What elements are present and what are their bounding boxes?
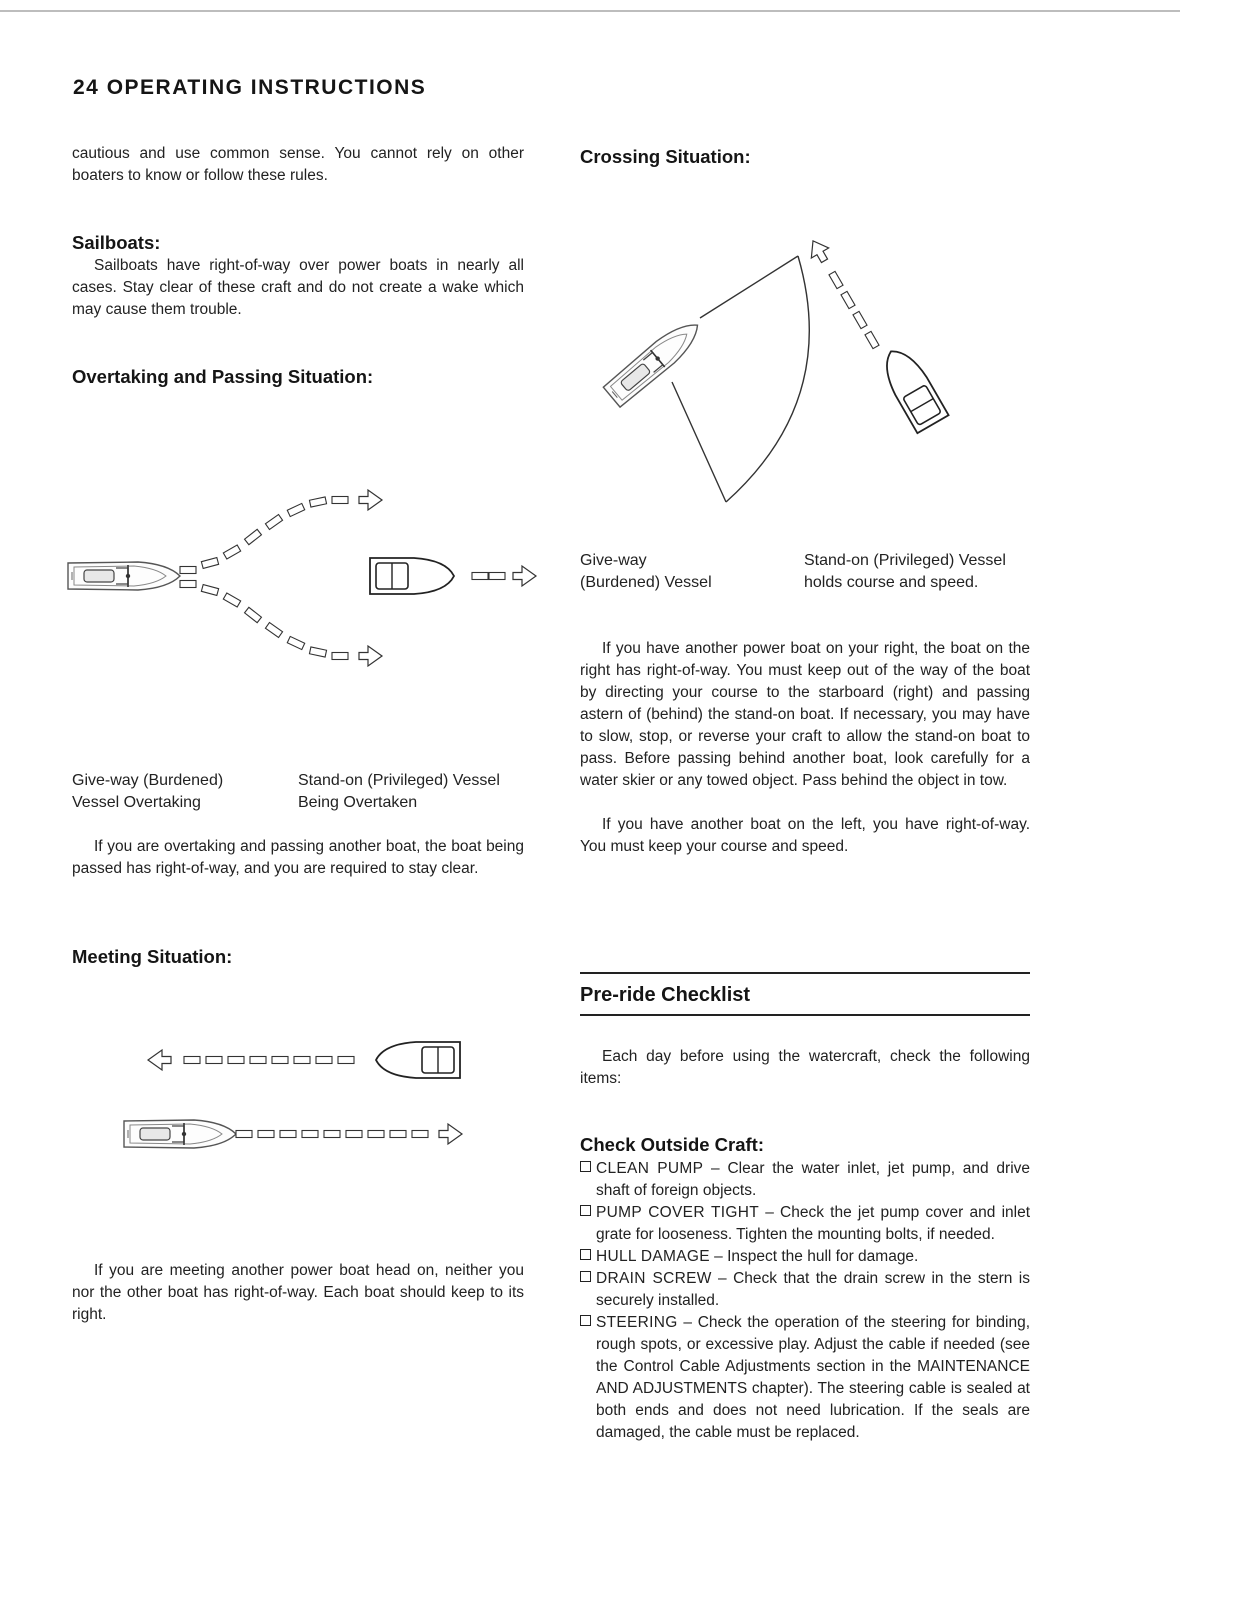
- crossing-standon-wake: [804, 236, 879, 349]
- meeting-pwc-wake: [236, 1124, 462, 1144]
- overtaking-upper-wake: [180, 490, 382, 574]
- checklist-item-name: PUMP COVER TIGHT: [596, 1204, 760, 1221]
- checkbox-icon[interactable]: [580, 1205, 591, 1216]
- overtaking-giveway-caption: Give-way (Burdened) Vessel Overtaking: [72, 772, 224, 811]
- checklist-item-name: DRAIN SCREW: [596, 1270, 712, 1287]
- overtaken-boat-icon: [370, 558, 454, 594]
- checklist-item: STEERING – Check the operation of the steering for binding, rough spots, or excessive play. Adjust the cable if needed (see the Control Cable Adjustments section in the MAINTENANCE AND ADJUSTMENTS chapter). The steering cable is sealed at both ends and does not need lubrication. If the seals are damaged, the cable must be replaced.: [580, 1312, 1030, 1444]
- intro-paragraph: cautious and use common sense. You cannot rely on other boaters to know or follow these rules.: [72, 145, 524, 184]
- overtaking-standon-caption: Stand-on (Privileged) Vessel Being Overtaken: [298, 772, 500, 811]
- checkbox-icon[interactable]: [580, 1271, 591, 1282]
- checklist-item: CLEAN PUMP – Clear the water inlet, jet pump, and drive shaft of foreign objects.: [580, 1158, 1030, 1202]
- crossing-heading: Crossing Situation:: [580, 146, 751, 167]
- meeting-heading: Meeting Situation:: [72, 946, 233, 967]
- checklist-item-text: Check the jet pump cover and inlet grate for looseness. Tighten the mounting bolts, if needed.: [596, 1204, 1031, 1243]
- meeting-pwc-icon: [124, 1120, 236, 1148]
- overtaking-heading: Overtaking and Passing Situation:: [72, 366, 374, 387]
- checklist-item-name: HULL DAMAGE: [596, 1248, 710, 1265]
- sailboats-paragraph: Sailboats have right-of-way over power boats in nearly all cases. Stay clear of these craft and do not create a wake which may cause them trouble.: [72, 257, 524, 318]
- checkbox-icon[interactable]: [580, 1161, 591, 1172]
- checklist-items: [580, 1158, 1030, 1444]
- overtaken-boat-wake: [472, 566, 536, 586]
- meeting-boat-icon: [376, 1042, 460, 1078]
- checklist-item-text: Inspect the hull for damage.: [727, 1248, 919, 1265]
- sailboats-heading: Sailboats:: [72, 232, 161, 253]
- meeting-diagram: [110, 1030, 490, 1170]
- overtaking-diagram: [60, 480, 550, 690]
- checkbox-icon[interactable]: [580, 1249, 591, 1260]
- checklist-item: HULL DAMAGE – Inspect the hull for damage.: [580, 1246, 1030, 1268]
- crossing-danger-zone: [672, 256, 809, 502]
- checklist-item-text: Check that the drain screw in the stern is securely installed.: [596, 1270, 1030, 1309]
- overtaking-lower-wake: [180, 581, 382, 667]
- meeting-boat-wake: [148, 1050, 354, 1070]
- checklist-rule-bottom: [580, 1014, 1030, 1016]
- checklist-item-name: STEERING: [596, 1314, 678, 1331]
- meeting-paragraph: If you are meeting another power boat head on, neither you nor the other boat has right-of-way. Each boat should keep to its right.: [72, 1262, 524, 1323]
- checklist-item: DRAIN SCREW – Check that the drain screw in the stern is securely installed.: [580, 1268, 1030, 1312]
- crossing-standon-boat-icon: [875, 342, 948, 433]
- check-outside-heading: Check Outside Craft:: [580, 1134, 765, 1155]
- crossing-giveway-caption: Give-way (Burdened) Vessel: [580, 552, 712, 591]
- checklist-item: PUMP COVER TIGHT – Check the jet pump cover and inlet grate for looseness. Tighten the mounting bolts, if needed.: [580, 1202, 1030, 1246]
- checklist-intro: Each day before using the watercraft, check the following items:: [580, 1048, 1030, 1087]
- crossing-paragraph-2: If you have another boat on the left, you have right-of-way. You must keep your course and speed.: [580, 816, 1030, 855]
- overtaking-paragraph: If you are overtaking and passing another boat, the boat being passed has right-of-way, and you are required to stay clear.: [72, 838, 524, 877]
- checklist-rule-top: [580, 972, 1030, 974]
- checkbox-icon[interactable]: [580, 1315, 591, 1326]
- crossing-paragraph-1: If you have another power boat on your right, the boat on the right has right-of-way. You must keep out of the way of the boat by directing your course to the starboard (right) and passing astern of (behind) the stand-on boat. If necessary, you may have to slow, stop, or reverse your craft to allow the stand-on boat to pass. Before passing behind another boat, look carefully for a water skier or any towed object. Pass behind the object in tow.: [580, 640, 1030, 789]
- top-rule: [0, 10, 1180, 12]
- checklist-heading: Pre-ride Checklist: [580, 984, 751, 1006]
- page-heading: 24 OPERATING INSTRUCTIONS: [73, 76, 427, 99]
- checklist-item-name: CLEAN PUMP: [596, 1160, 704, 1177]
- checklist-item-text: Clear the water inlet, jet pump, and drive shaft of foreign objects.: [596, 1160, 1031, 1199]
- crossing-diagram: [590, 240, 990, 520]
- crossing-standon-caption: Stand-on (Privileged) Vessel holds course and speed.: [804, 552, 1006, 591]
- checklist-item-text: Check the operation of the steering for binding, rough spots, or excessive play. Adjust the cable if needed (see the Control Cable Adjustments section in the MAINTENANCE AND ADJUSTMENTS chapter). The steering cable is sealed at both ends and does not need lubrication. If the seals are damaged, the cable must be replaced.: [596, 1314, 1030, 1441]
- overtaking-pwc-icon: [68, 562, 180, 590]
- crossing-pwc-icon: [603, 314, 707, 407]
